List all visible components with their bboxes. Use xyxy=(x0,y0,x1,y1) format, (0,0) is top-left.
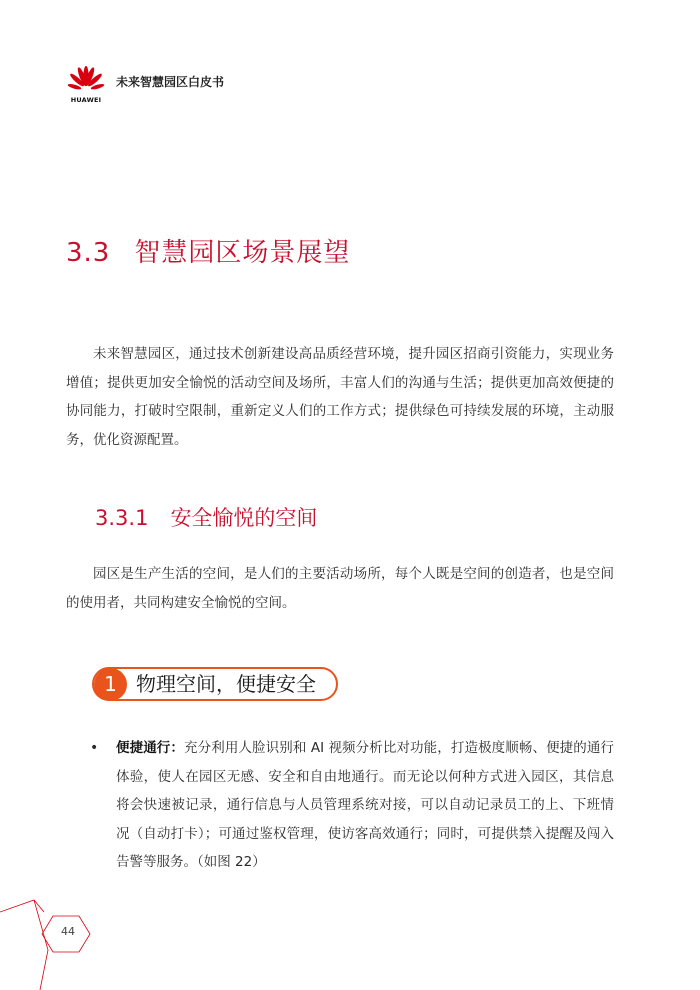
topic-title: 物理空间，便捷安全 xyxy=(136,672,316,696)
logo-wordmark: HUAWEI xyxy=(70,96,102,104)
subsection-number: 3.3.1 xyxy=(95,506,149,530)
bullet-symbol: • xyxy=(90,740,99,756)
subsection-title: 安全愉悦的空间 xyxy=(170,506,318,530)
document-title: 未来智慧园区白皮书 xyxy=(116,74,225,89)
bullet-lead: 便捷通行： xyxy=(116,740,185,756)
topic-number-badge: 1 xyxy=(94,668,127,701)
bullet-text: 充分利用人脸识别和 AI 视频分析比对功能，打造极度顺畅、便捷的通行体验，使人在园区无感、安全和自由地通行。而无论以何种方式进入园区，其信息将会快速被记录，通行信息与人员管理系统对接，可以自动记录员工的上、下班情况（自动打卡）；可通过鉴权管理，使访客高效通行；同时，可提供禁入提醒及闯入告警等服务。（如图 22） xyxy=(116,740,614,870)
section-number: 3.3 xyxy=(66,238,111,268)
section-title: 智慧园区场景展望 xyxy=(134,238,351,268)
section-intro-paragraph: 未来智慧园区，通过技术创新建设高品质经营环境，提升园区招商引资能力，实现业务增值；提供更加安全愉悦的活动空间及场所，丰富人们的沟通与生活；提供更加高效便捷的协同能力，打破时空限制，重新定义人们的工作方式；提供绿色可持续发展的环境，主动服务，优化资源配置。 xyxy=(66,346,614,448)
page-number: 44 xyxy=(61,925,75,938)
subsection-body-paragraph: 园区是生产生活的空间，是人们的主要活动场所，每个人既是空间的创造者，也是空间的使用者，共同构建安全愉悦的空间。 xyxy=(66,566,614,611)
